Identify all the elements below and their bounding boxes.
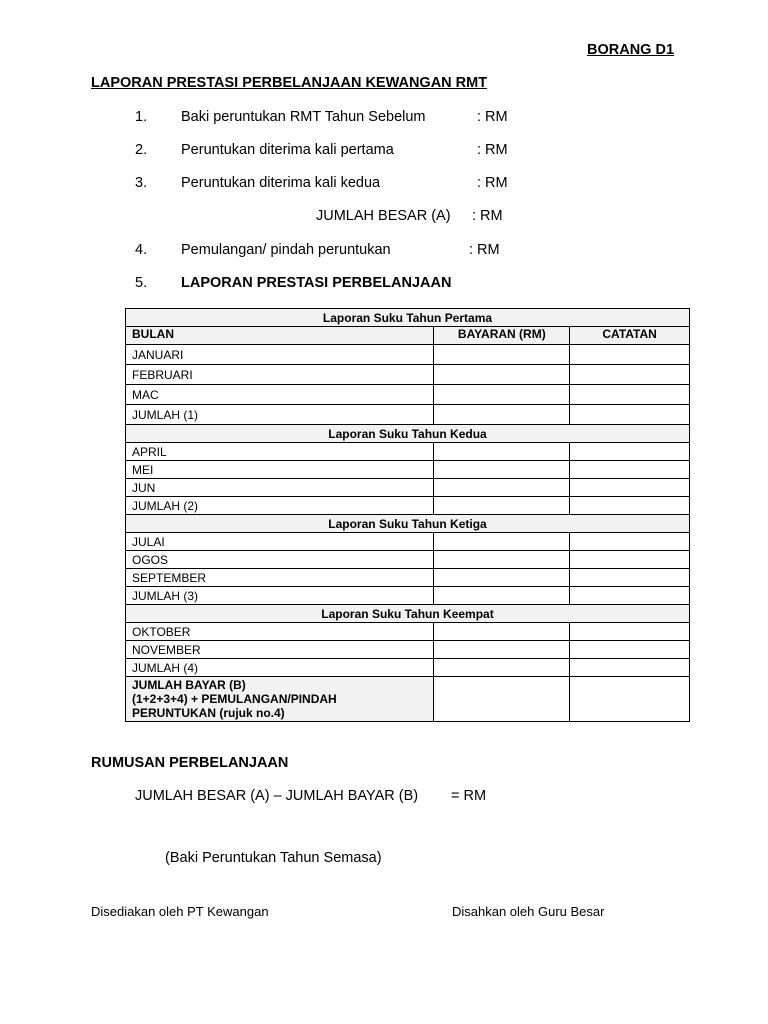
- catatan-cell[interactable]: [570, 443, 690, 461]
- rumusan-formula: JUMLAH BESAR (A) – JUMLAH BAYAR (B): [135, 788, 419, 804]
- bayaran-cell[interactable]: [434, 365, 570, 385]
- rumusan-title: RUMUSAN PERBELANJAAN: [91, 755, 289, 771]
- section-header-row: [126, 309, 690, 327]
- bayaran-cell[interactable]: [434, 533, 570, 551]
- item-3-number: 3.: [135, 175, 148, 191]
- month-cell: OGOS: [126, 551, 434, 569]
- table-row: [126, 365, 690, 385]
- table-row: [126, 551, 690, 569]
- table-row: [126, 569, 690, 587]
- catatan-cell[interactable]: [570, 569, 690, 587]
- subtotal-cell: JUMLAH (1): [126, 405, 434, 425]
- month-cell: APRIL: [126, 443, 434, 461]
- item-2-number: 2.: [135, 142, 148, 158]
- table-row: [126, 659, 690, 677]
- item-4-number: 4.: [135, 242, 148, 258]
- month-cell: MAC: [126, 385, 434, 405]
- item-3-value: : RM: [477, 175, 508, 191]
- table-row: [126, 623, 690, 641]
- catatan-cell[interactable]: [570, 587, 690, 605]
- bayaran-cell[interactable]: [434, 659, 570, 677]
- bayaran-cell[interactable]: [434, 623, 570, 641]
- form-code: BORANG D1: [587, 42, 675, 58]
- table-row: [126, 385, 690, 405]
- item-5-number: 5.: [135, 275, 148, 291]
- jumlah-besar-label: JUMLAH BESAR (A): [316, 208, 451, 224]
- catatan-cell[interactable]: [570, 497, 690, 515]
- bayaran-cell[interactable]: [434, 385, 570, 405]
- catatan-cell[interactable]: [570, 641, 690, 659]
- section-header-row: [126, 515, 690, 533]
- bayaran-cell[interactable]: [434, 587, 570, 605]
- catatan-cell[interactable]: [570, 551, 690, 569]
- bayaran-cell[interactable]: [434, 569, 570, 587]
- bayaran-cell[interactable]: [434, 443, 570, 461]
- item-1-number: 1.: [135, 109, 148, 125]
- table-row: [126, 345, 690, 365]
- bayaran-cell[interactable]: [434, 405, 570, 425]
- section-header-row: [126, 605, 690, 623]
- section-title: Laporan Suku Tahun Kedua: [126, 425, 690, 443]
- subtotal-cell: JUMLAH (3): [126, 587, 434, 605]
- catatan-cell[interactable]: [570, 345, 690, 365]
- table-row: [126, 461, 690, 479]
- grand-total-line-1: JUMLAH BAYAR (B): [132, 678, 246, 692]
- month-cell: JULAI: [126, 533, 434, 551]
- grand-total-label: [126, 677, 434, 722]
- approved-by-label: Disahkan oleh Guru Besar: [452, 904, 605, 919]
- month-cell: JANUARI: [126, 345, 434, 365]
- section-header-row: [126, 425, 690, 443]
- month-cell: JUN: [126, 479, 434, 497]
- catatan-cell[interactable]: [570, 659, 690, 677]
- prepared-by-label: Disediakan oleh PT Kewangan: [91, 904, 269, 919]
- item-4-value: : RM: [469, 242, 500, 258]
- item-2-label: Peruntukan diterima kali pertama: [181, 142, 394, 158]
- item-2-value: : RM: [477, 142, 508, 158]
- item-5-label: LAPORAN PRESTASI PERBELANJAAN: [181, 275, 452, 291]
- section-title: Laporan Suku Tahun Keempat: [126, 605, 690, 623]
- bayaran-cell[interactable]: [434, 345, 570, 365]
- grand-total-line-2: (1+2+3+4) + PEMULANGAN/PINDAH: [132, 692, 337, 706]
- item-3-label: Peruntukan diterima kali kedua: [181, 175, 381, 191]
- section-title: Laporan Suku Tahun Pertama: [126, 309, 690, 327]
- item-1-value: : RM: [477, 109, 508, 125]
- item-4-label: Pemulangan/ pindah peruntukan: [181, 242, 391, 258]
- bayaran-cell[interactable]: [434, 551, 570, 569]
- catatan-cell[interactable]: [570, 365, 690, 385]
- month-cell: OKTOBER: [126, 623, 434, 641]
- month-cell: NOVEMBER: [126, 641, 434, 659]
- bayaran-cell[interactable]: [434, 677, 570, 722]
- table-row: [126, 497, 690, 515]
- column-header-row: [126, 327, 690, 345]
- catatan-cell[interactable]: [570, 479, 690, 497]
- catatan-cell[interactable]: [570, 405, 690, 425]
- item-1-label: Baki peruntukan RMT Tahun Sebelum: [181, 109, 426, 125]
- table-row: [126, 587, 690, 605]
- catatan-cell[interactable]: [570, 385, 690, 405]
- report-table: [125, 308, 690, 722]
- section-title: Laporan Suku Tahun Ketiga: [126, 515, 690, 533]
- month-cell: SEPTEMBER: [126, 569, 434, 587]
- catatan-cell[interactable]: [570, 533, 690, 551]
- column-header-bayaran: BAYARAN (RM): [434, 327, 570, 345]
- table-row: [126, 443, 690, 461]
- bayaran-cell[interactable]: [434, 479, 570, 497]
- catatan-cell[interactable]: [570, 461, 690, 479]
- bayaran-cell[interactable]: [434, 641, 570, 659]
- page-title: LAPORAN PRESTASI PERBELANJAAN KEWANGAN RMT: [91, 75, 488, 91]
- column-header-bulan: BULAN: [126, 327, 434, 345]
- subtotal-cell: JUMLAH (2): [126, 497, 434, 515]
- grand-total-row: [126, 677, 690, 722]
- catatan-cell[interactable]: [570, 623, 690, 641]
- rumusan-result: = RM: [451, 788, 487, 804]
- bayaran-cell[interactable]: [434, 497, 570, 515]
- month-cell: FEBRUARI: [126, 365, 434, 385]
- month-cell: MEI: [126, 461, 434, 479]
- table-row: [126, 479, 690, 497]
- table-row: [126, 641, 690, 659]
- bayaran-cell[interactable]: [434, 461, 570, 479]
- table-row: [126, 533, 690, 551]
- catatan-cell[interactable]: [570, 677, 690, 722]
- subtotal-cell: JUMLAH (4): [126, 659, 434, 677]
- rumusan-note: (Baki Peruntukan Tahun Semasa): [165, 850, 382, 866]
- grand-total-line-3: PERUNTUKAN (rujuk no.4): [132, 706, 285, 720]
- table-row: [126, 405, 690, 425]
- column-header-catatan: CATATAN: [570, 327, 690, 345]
- jumlah-besar-value: : RM: [472, 208, 503, 224]
